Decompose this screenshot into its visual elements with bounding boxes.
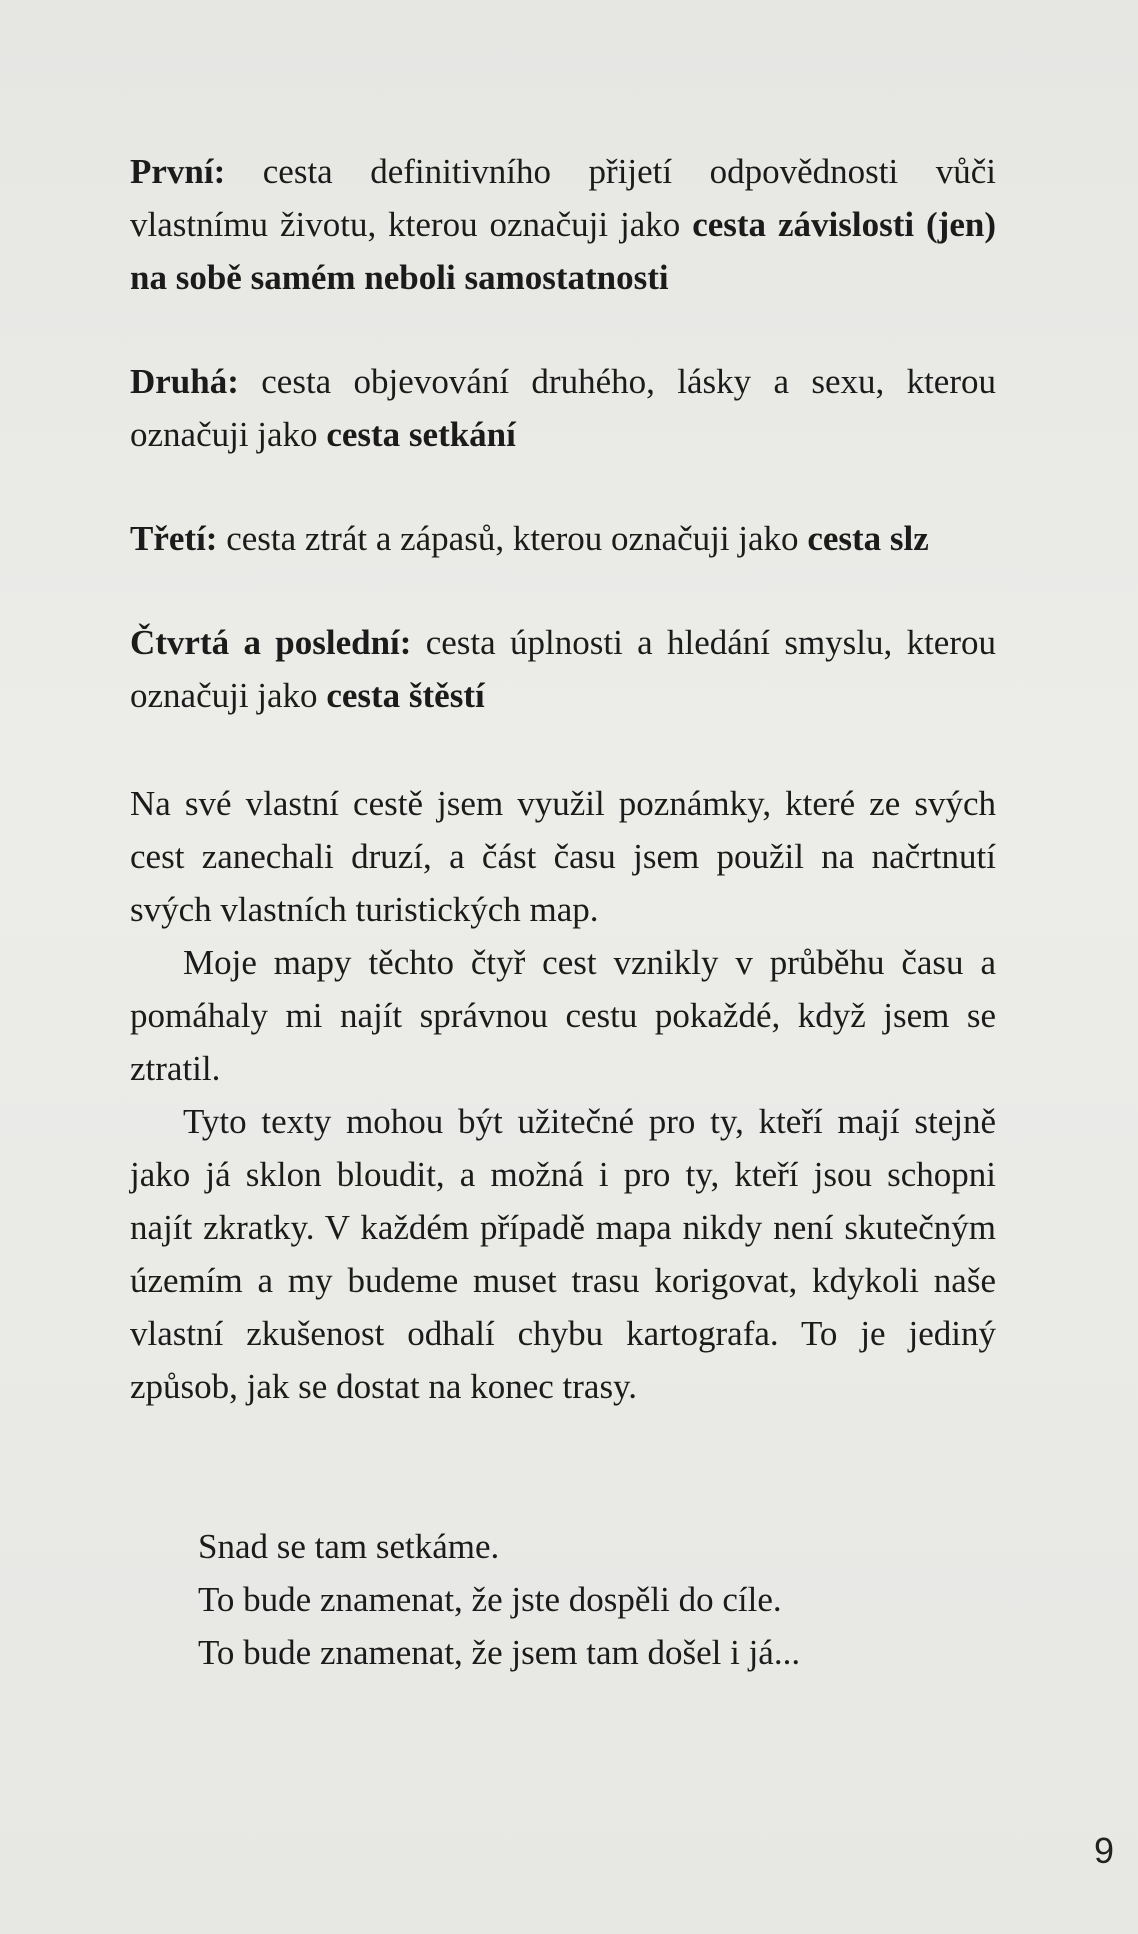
paragraph-label: Třetí: bbox=[130, 519, 218, 558]
closing-line: To bude znamenat, že jste dospěli do cíle. bbox=[198, 1580, 782, 1619]
paragraph-emphasis: cesta štěstí bbox=[326, 676, 485, 715]
paragraph-label: První: bbox=[130, 152, 226, 191]
paragraph-treti bbox=[130, 512, 996, 565]
paragraph-ctvrta bbox=[130, 616, 996, 722]
paragraph-emphasis: cesta setkání bbox=[326, 415, 516, 454]
closing-line: Snad se tam setkáme. bbox=[198, 1527, 500, 1566]
body-paragraph: Tyto texty mohou být užitečné pro ty, kteří mají stejně jako já sklon bloudit, a možná i pro ty, kteří jsou schopni najít zkratky. V každém případě mapa nikdy není skutečným územím a my budeme muset trasu korigovat, kdykoli naše vlastní zkušenost odhalí chybu kartografa. To je jediný způsob, jak se dostat na konec trasy. bbox=[130, 1102, 996, 1406]
body-paragraph: Na své vlastní cestě jsem využil poznámky, které ze svých cest zanechali druzí, a část času jsem použil na načrtnutí svých vlastních turistických map. bbox=[130, 784, 996, 929]
paragraph-druha bbox=[130, 355, 996, 461]
paragraph-text: cesta objevování druhého, lásky a sexu, kterou označuji jako bbox=[130, 362, 996, 454]
paragraph-text: cesta ztrát a zápasů, kterou označuji jako bbox=[217, 519, 808, 558]
closing-lines bbox=[198, 1520, 800, 1679]
body-paragraph: Moje mapy těchto čtyř cest vznikly v průběhu času a pomáhaly mi najít správnou cestu pokaždé, když jsem se ztratil. bbox=[130, 943, 996, 1088]
page-number: 9 bbox=[1093, 1830, 1114, 1871]
paragraph-text: cesta definitivního přijetí odpovědnosti vůči vlastnímu životu, kterou označuji jako bbox=[130, 152, 996, 244]
paragraph-emphasis: cesta slz bbox=[807, 519, 929, 558]
paragraph-label: Čtvrtá a poslední: bbox=[130, 623, 412, 662]
paragraph-emphasis: cesta závislosti (jen) na sobě samém neboli samostatnosti bbox=[130, 205, 996, 297]
main-text bbox=[130, 145, 996, 1413]
paragraph-label: Druhá: bbox=[130, 362, 239, 401]
paragraph-prvni bbox=[130, 145, 996, 304]
paragraph-text: cesta úplnosti a hledání smyslu, kterou označuji jako bbox=[130, 623, 996, 715]
closing-line: To bude znamenat, že jsem tam došel i já... bbox=[198, 1633, 801, 1672]
